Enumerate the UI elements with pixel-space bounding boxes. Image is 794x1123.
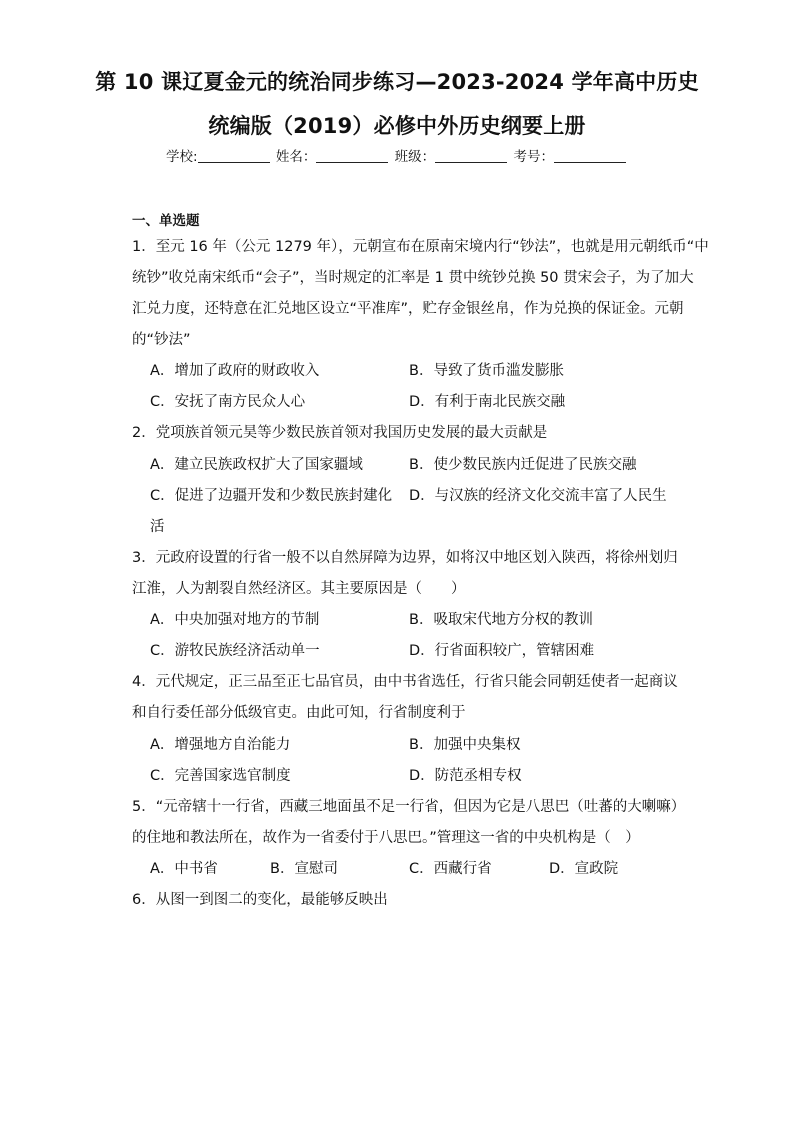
question-4-line-1: 4．元代规定，正三品至正七品官员，由中书省选任，行省只能会同朝廷使者一起商议 — [132, 674, 678, 690]
question-4-option-b[interactable]: B．加强中央集权 — [409, 737, 521, 753]
question-1-line-2: 统钞”收兑南宋纸币“会子”，当时规定的汇率是 1 贯中统钞兑换 50 贯宋会子，为了加大 — [132, 270, 694, 286]
question-1-option-b[interactable]: B．导致了货币滥发膨胀 — [409, 363, 564, 379]
question-2-line-1: 2．党项族首领元昊等少数民族首领对我国历史发展的最大贡献是 — [132, 425, 548, 441]
question-5-option-a[interactable]: A．中书省 — [150, 861, 218, 877]
name-label: 姓名： — [275, 149, 317, 165]
student-info-row — [0, 145, 794, 165]
question-5-option-c[interactable]: C．西藏行省 — [409, 861, 492, 877]
question-3-line-2: 江淮，人为割裂自然经济区。其主要原因是（ ） — [132, 581, 466, 597]
question-4-option-a[interactable]: A．增强地方自治能力 — [150, 737, 291, 753]
question-3-option-a[interactable]: A．中央加强对地方的节制 — [150, 612, 320, 628]
question-1-option-d[interactable]: D．有利于南北民族交融 — [409, 394, 566, 410]
number-label: 考号： — [513, 149, 554, 165]
school-blank[interactable] — [198, 148, 270, 163]
question-5-line-2: 的住地和教法所在，故作为一省委付于八思巴。”管理这一省的中央机构是（ ） — [132, 830, 640, 846]
question-4-line-2: 和自行委任部分低级官吏。由此可知，行省制度利于 — [132, 705, 466, 721]
question-3-option-b[interactable]: B．吸取宋代地方分权的教训 — [409, 612, 593, 628]
document-title-line-2: 统编版（2019）必修中外历史纲要上册 — [208, 114, 586, 138]
question-1-option-c[interactable]: C．安抚了南方民众人心 — [150, 394, 306, 410]
question-5-line-1: 5．“元帝辖十一行省，西藏三地面虽不足一行省，但因为它是八思巴（吐蕃的大喇嘛） — [132, 799, 686, 815]
question-2-option-a[interactable]: A．建立民族政权扩大了国家疆域 — [150, 457, 363, 473]
question-2-option-d[interactable]: D．与汉族的经济文化交流丰富了人民生 — [409, 488, 667, 504]
question-3-line-1: 3．元政府设置的行省一般不以自然屏障为边界，如将汉中地区划入陕西，将徐州划归 — [132, 550, 678, 566]
question-4-option-d[interactable]: D．防范丞相专权 — [409, 768, 522, 784]
question-1-line-1: 1．至元 16 年（公元 1279 年），元朝宣布在原南宋境内行“钞法”，也就是用元朝纸币“中 — [132, 239, 709, 255]
question-5-option-d[interactable]: D．宣政院 — [549, 861, 619, 877]
question-2-option-c[interactable]: C．促进了边疆开发和少数民族封建化 — [150, 488, 393, 504]
question-3-option-d[interactable]: D．行省面积较广，管辖困难 — [409, 643, 595, 659]
name-blank[interactable] — [316, 148, 388, 163]
class-label: 班级： — [394, 149, 436, 165]
question-3-option-c[interactable]: C．游牧民族经济活动单一 — [150, 643, 320, 659]
question-4-option-c[interactable]: C．完善国家选官制度 — [150, 768, 291, 784]
class-blank[interactable] — [435, 148, 507, 163]
number-blank[interactable] — [554, 148, 626, 163]
question-1-line-3: 汇兑力度，还特意在汇兑地区设立“平准库”，贮存金银丝帛，作为兑换的保证金。元朝 — [132, 301, 684, 317]
question-5-option-b[interactable]: B．宣慰司 — [270, 861, 338, 877]
section-heading: 一、单选题 — [132, 213, 200, 229]
school-label: 学校: — [166, 149, 198, 165]
question-6-line-1: 6．从图一到图二的变化，最能够反映出 — [132, 892, 388, 908]
question-1-option-a[interactable]: A．增加了政府的财政收入 — [150, 363, 320, 379]
question-2-option-d-wrap: 活 — [150, 519, 165, 535]
question-1-line-4: 的“钞法” — [132, 332, 191, 348]
document-title-line-1: 第 10 课辽夏金元的统治同步练习—2023-2024 学年高中历史 — [95, 70, 699, 94]
question-2-option-b[interactable]: B．使少数民族内迁促进了民族交融 — [409, 457, 637, 473]
